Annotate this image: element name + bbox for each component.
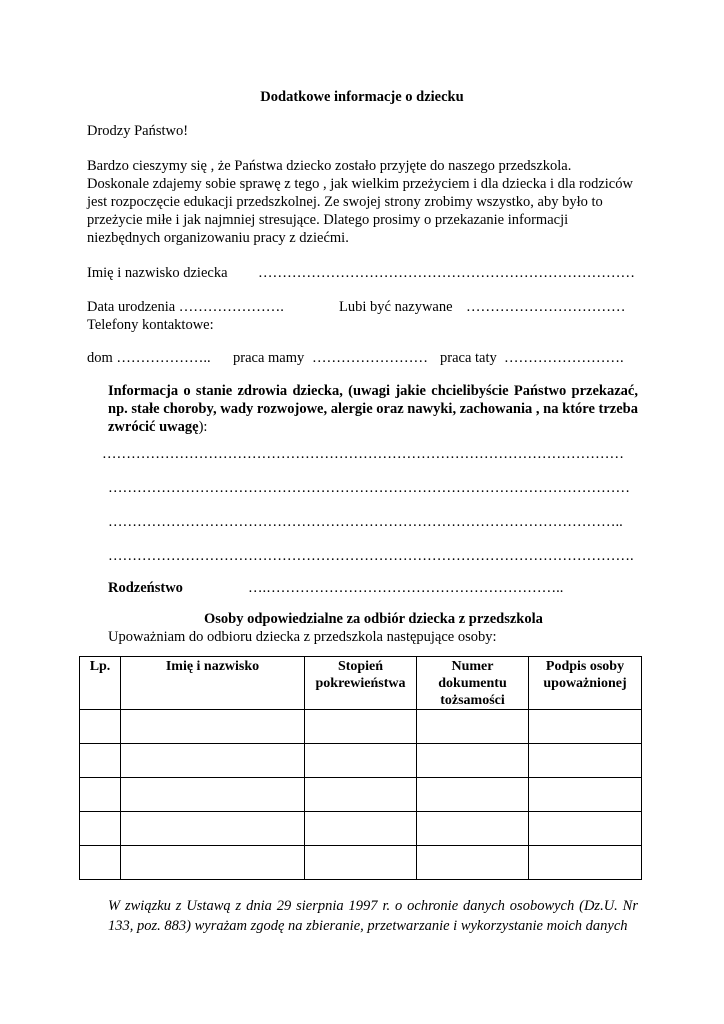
table-cell[interactable] — [305, 710, 417, 744]
column-header: Stopień pokrewieństwa — [305, 657, 417, 710]
health-info-suffix: ): — [198, 419, 208, 435]
phones-label: Telefony kontaktowe: — [87, 317, 214, 333]
father-work-field[interactable]: ……………………. — [504, 350, 624, 366]
table-cell[interactable] — [417, 812, 529, 846]
table-cell[interactable] — [80, 710, 121, 744]
column-header: Numer dokumentu tożsamości — [417, 657, 529, 710]
mother-work-field[interactable]: …………………… — [312, 350, 428, 366]
table-cell[interactable] — [121, 846, 305, 880]
table-cell[interactable] — [80, 744, 121, 778]
intro-line: Doskonale zdajemy sobie sprawę z tego , jak wielkim przeżyciem i dla dziecka i dla rodziców — [87, 176, 633, 192]
greeting: Drodzy Państwo! — [87, 123, 189, 139]
pickup-heading: Osoby odpowiedzialne za odbiór dziecka z przedszkola — [204, 611, 543, 627]
table-cell[interactable] — [417, 846, 529, 880]
health-info-heading — [108, 382, 638, 436]
table-cell[interactable] — [529, 710, 642, 744]
table-cell[interactable] — [121, 778, 305, 812]
consent-text: W związku z Ustawą z dnia 29 sierpnia 1997 r. o ochronie danych osobowych (Dz.U. Nr 133, poz. 883) wyrażam zgodę na zbieranie, przetwarzanie i wykorzystanie moich danych — [108, 898, 638, 934]
child-name-label: Imię i nazwisko dziecka — [87, 265, 228, 281]
table-cell[interactable] — [305, 812, 417, 846]
health-line[interactable]: …………………………………………………………………………………………….. — [108, 514, 623, 530]
pickup-subtitle: Upoważniam do odbioru dziecka z przedszkola następujące osoby: — [108, 629, 497, 645]
table-cell[interactable] — [121, 710, 305, 744]
table-row — [80, 744, 642, 778]
nickname-label: Lubi być nazywane — [339, 299, 453, 315]
nickname-field[interactable]: …………………………… — [466, 299, 626, 315]
table-cell[interactable] — [305, 846, 417, 880]
table-cell[interactable] — [80, 812, 121, 846]
table-cell[interactable] — [121, 812, 305, 846]
table-cell[interactable] — [529, 744, 642, 778]
table-row — [80, 812, 642, 846]
siblings-field[interactable]: ….…………………………………………………….. — [248, 580, 564, 596]
column-header: Lp. — [80, 657, 121, 710]
intro-line: przeżycie miłe i jak najmniej stresujące. Dlatego prosimy o przekazanie informacji — [87, 212, 569, 228]
mother-work-label: praca mamy — [233, 350, 305, 366]
siblings-label: Rodzeństwo — [108, 580, 183, 596]
table-cell[interactable] — [417, 778, 529, 812]
table-cell[interactable] — [80, 778, 121, 812]
health-line[interactable]: ………………………………………………………………………………………………. — [108, 548, 634, 564]
table-cell[interactable] — [417, 710, 529, 744]
table-cell[interactable] — [305, 744, 417, 778]
health-line[interactable]: ……………………………………………………………………………………………… — [102, 446, 624, 462]
intro-line: niezbędnych organizowaniu pracy z dziećmi. — [87, 230, 349, 246]
table-cell[interactable] — [529, 778, 642, 812]
intro-line: jest rozpoczęcie edukacji przedszkolnej. Ze swojej strony zrobimy wszystko, aby było to — [87, 194, 603, 210]
home-phone-field[interactable]: dom ……………….. — [87, 350, 211, 366]
table-cell[interactable] — [305, 778, 417, 812]
table-row — [80, 710, 642, 744]
table-cell[interactable] — [121, 744, 305, 778]
health-info-text: Informacja o stanie zdrowia dziecka, (uwagi jakie chcielibyście Państwo przekazać, np. stałe choroby, wady rozwojowe, alergie oraz nawyki, zachowania , na które trzeba zwrócić uwagę — [108, 383, 638, 435]
table-row — [80, 846, 642, 880]
page-title: Dodatkowe informacje o dziecku — [260, 89, 464, 105]
column-header: Imię i nazwisko — [121, 657, 305, 710]
birth-date-field[interactable]: Data urodzenia …………………. — [87, 299, 284, 315]
table-row — [80, 778, 642, 812]
pickup-table — [79, 656, 642, 880]
column-header: Podpis osoby upoważnionej — [529, 657, 642, 710]
table-cell[interactable] — [417, 744, 529, 778]
table-cell[interactable] — [529, 812, 642, 846]
father-work-label: praca taty — [440, 350, 497, 366]
table-cell[interactable] — [80, 846, 121, 880]
table-header-row — [80, 657, 642, 710]
child-name-field[interactable]: …………………………………………………………………… — [258, 265, 635, 281]
table-cell[interactable] — [529, 846, 642, 880]
intro-line: Bardzo cieszymy się , że Państwa dziecko zostało przyjęte do naszego przedszkola. — [87, 158, 572, 174]
health-line[interactable]: ……………………………………………………………………………………………… — [108, 480, 630, 496]
